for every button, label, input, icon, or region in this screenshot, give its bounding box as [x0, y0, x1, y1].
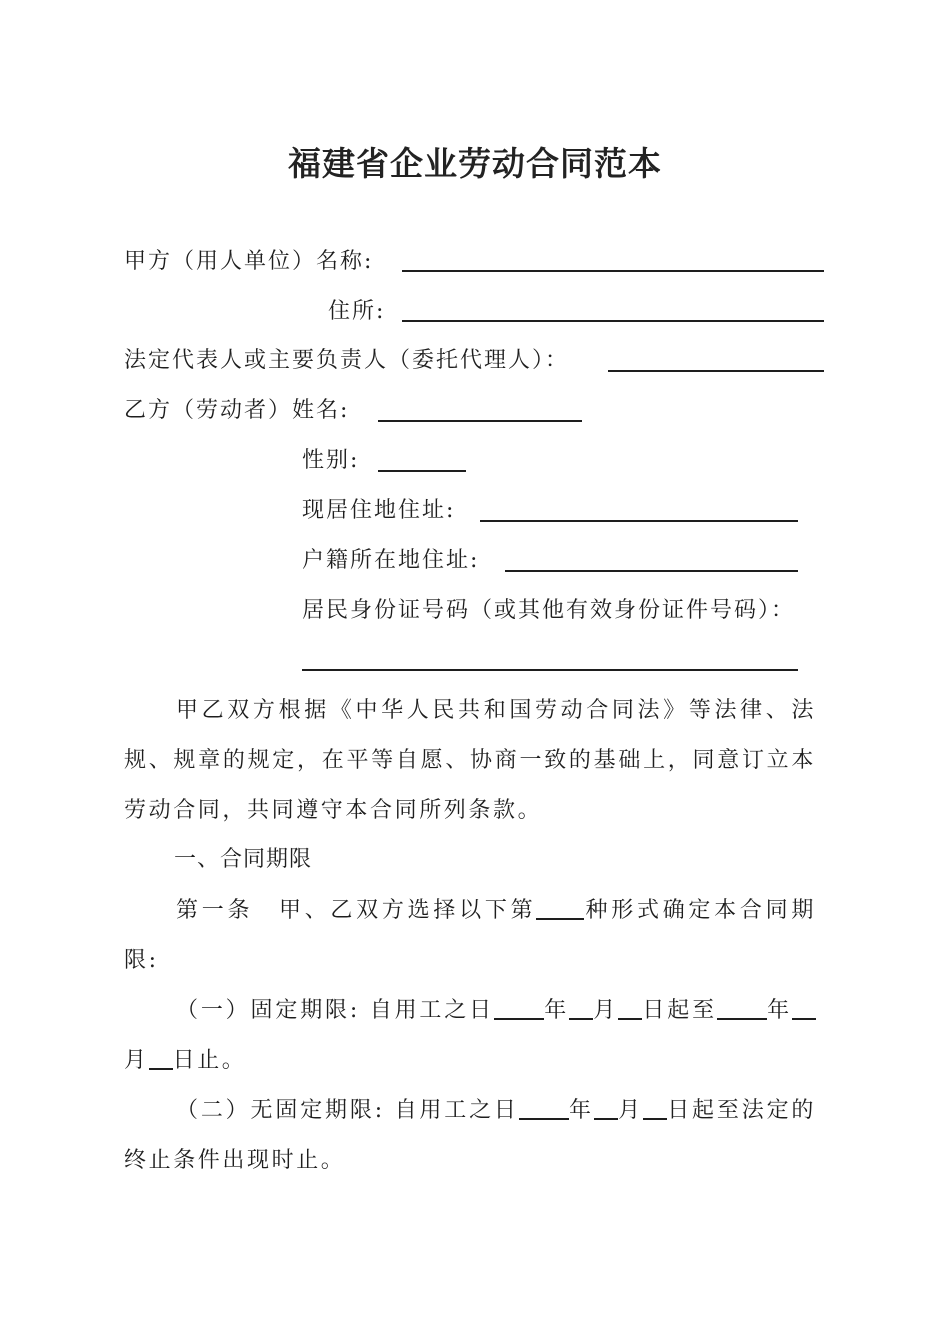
article-1-text-b: 种形式确定本合同期限:	[124, 898, 816, 973]
party-a-representative-field[interactable]	[608, 370, 824, 372]
open-term-year-label: 年	[568, 1098, 594, 1123]
open-term-text: （二）无固定期限: 自用工之日	[176, 1098, 519, 1123]
fixed-term-month2-label: 月	[124, 1048, 149, 1073]
open-term-month-label: 月	[617, 1098, 643, 1123]
article-1-paragraph	[124, 886, 816, 986]
party-b-gender-label: 性别:	[302, 448, 360, 473]
party-b-name-label: 乙方（劳动者）姓名:	[124, 398, 350, 423]
party-b-household-field[interactable]	[505, 570, 798, 572]
open-term-paragraph	[124, 1086, 816, 1186]
article-1-text-a: 第一条 甲、乙双方选择以下第	[176, 898, 537, 923]
article-1-form-blank[interactable]	[536, 896, 584, 920]
fixed-term-day-to-label: 日止。	[172, 1048, 247, 1073]
party-a-name-label: 甲方（用人单位）名称:	[124, 249, 374, 274]
party-b-residence-label: 现居住地住址:	[302, 498, 456, 523]
fixed-term-end-month-blank[interactable]	[792, 996, 816, 1020]
party-b-name-field[interactable]	[378, 420, 582, 422]
party-a-name-field[interactable]	[402, 270, 824, 272]
fixed-term-start-day-blank[interactable]	[618, 996, 642, 1020]
fixed-term-year2-label: 年	[766, 998, 792, 1023]
open-term-start-year-blank[interactable]	[519, 1096, 569, 1120]
open-term-start-month-blank[interactable]	[594, 1096, 618, 1120]
fixed-term-text: （一）固定期限: 自用工之日	[176, 998, 494, 1023]
party-b-household-label: 户籍所在地住址:	[302, 548, 480, 573]
section-1-heading: 一、合同期限	[174, 847, 313, 872]
fixed-term-start-month-blank[interactable]	[569, 996, 593, 1020]
fixed-term-month-label: 月	[593, 998, 619, 1023]
preamble-paragraph: 甲乙双方根据《中华人民共和国劳动合同法》等法律、法规、规章的规定，在平等自愿、协商一致的基础上，同意订立本劳动合同，共同遵守本合同所列条款。	[124, 698, 816, 823]
party-a-address-field[interactable]	[402, 320, 824, 322]
open-term-day-from-label: 日起至法定的终止条件出现时止。	[124, 1098, 817, 1173]
fixed-term-year-label: 年	[543, 998, 570, 1023]
fixed-term-day-from-label: 日起至	[642, 998, 717, 1023]
party-a-representative-label: 法定代表人或主要负责人（委托代理人）：	[124, 348, 570, 373]
document-title: 福建省企业劳动合同范本	[288, 144, 662, 183]
fixed-term-paragraph	[124, 986, 816, 1086]
open-term-start-day-blank[interactable]	[643, 1096, 667, 1120]
party-b-id-field[interactable]	[302, 669, 798, 671]
party-a-address-label: 住所:	[328, 299, 386, 324]
fixed-term-end-day-blank[interactable]	[149, 1046, 173, 1070]
fixed-term-end-year-blank[interactable]	[717, 996, 767, 1020]
fixed-term-start-year-blank[interactable]	[494, 996, 544, 1020]
party-b-id-label: 居民身份证号码（或其他有效身份证件号码）：	[302, 598, 796, 623]
party-b-gender-field[interactable]	[378, 470, 466, 472]
party-b-residence-field[interactable]	[480, 520, 798, 522]
